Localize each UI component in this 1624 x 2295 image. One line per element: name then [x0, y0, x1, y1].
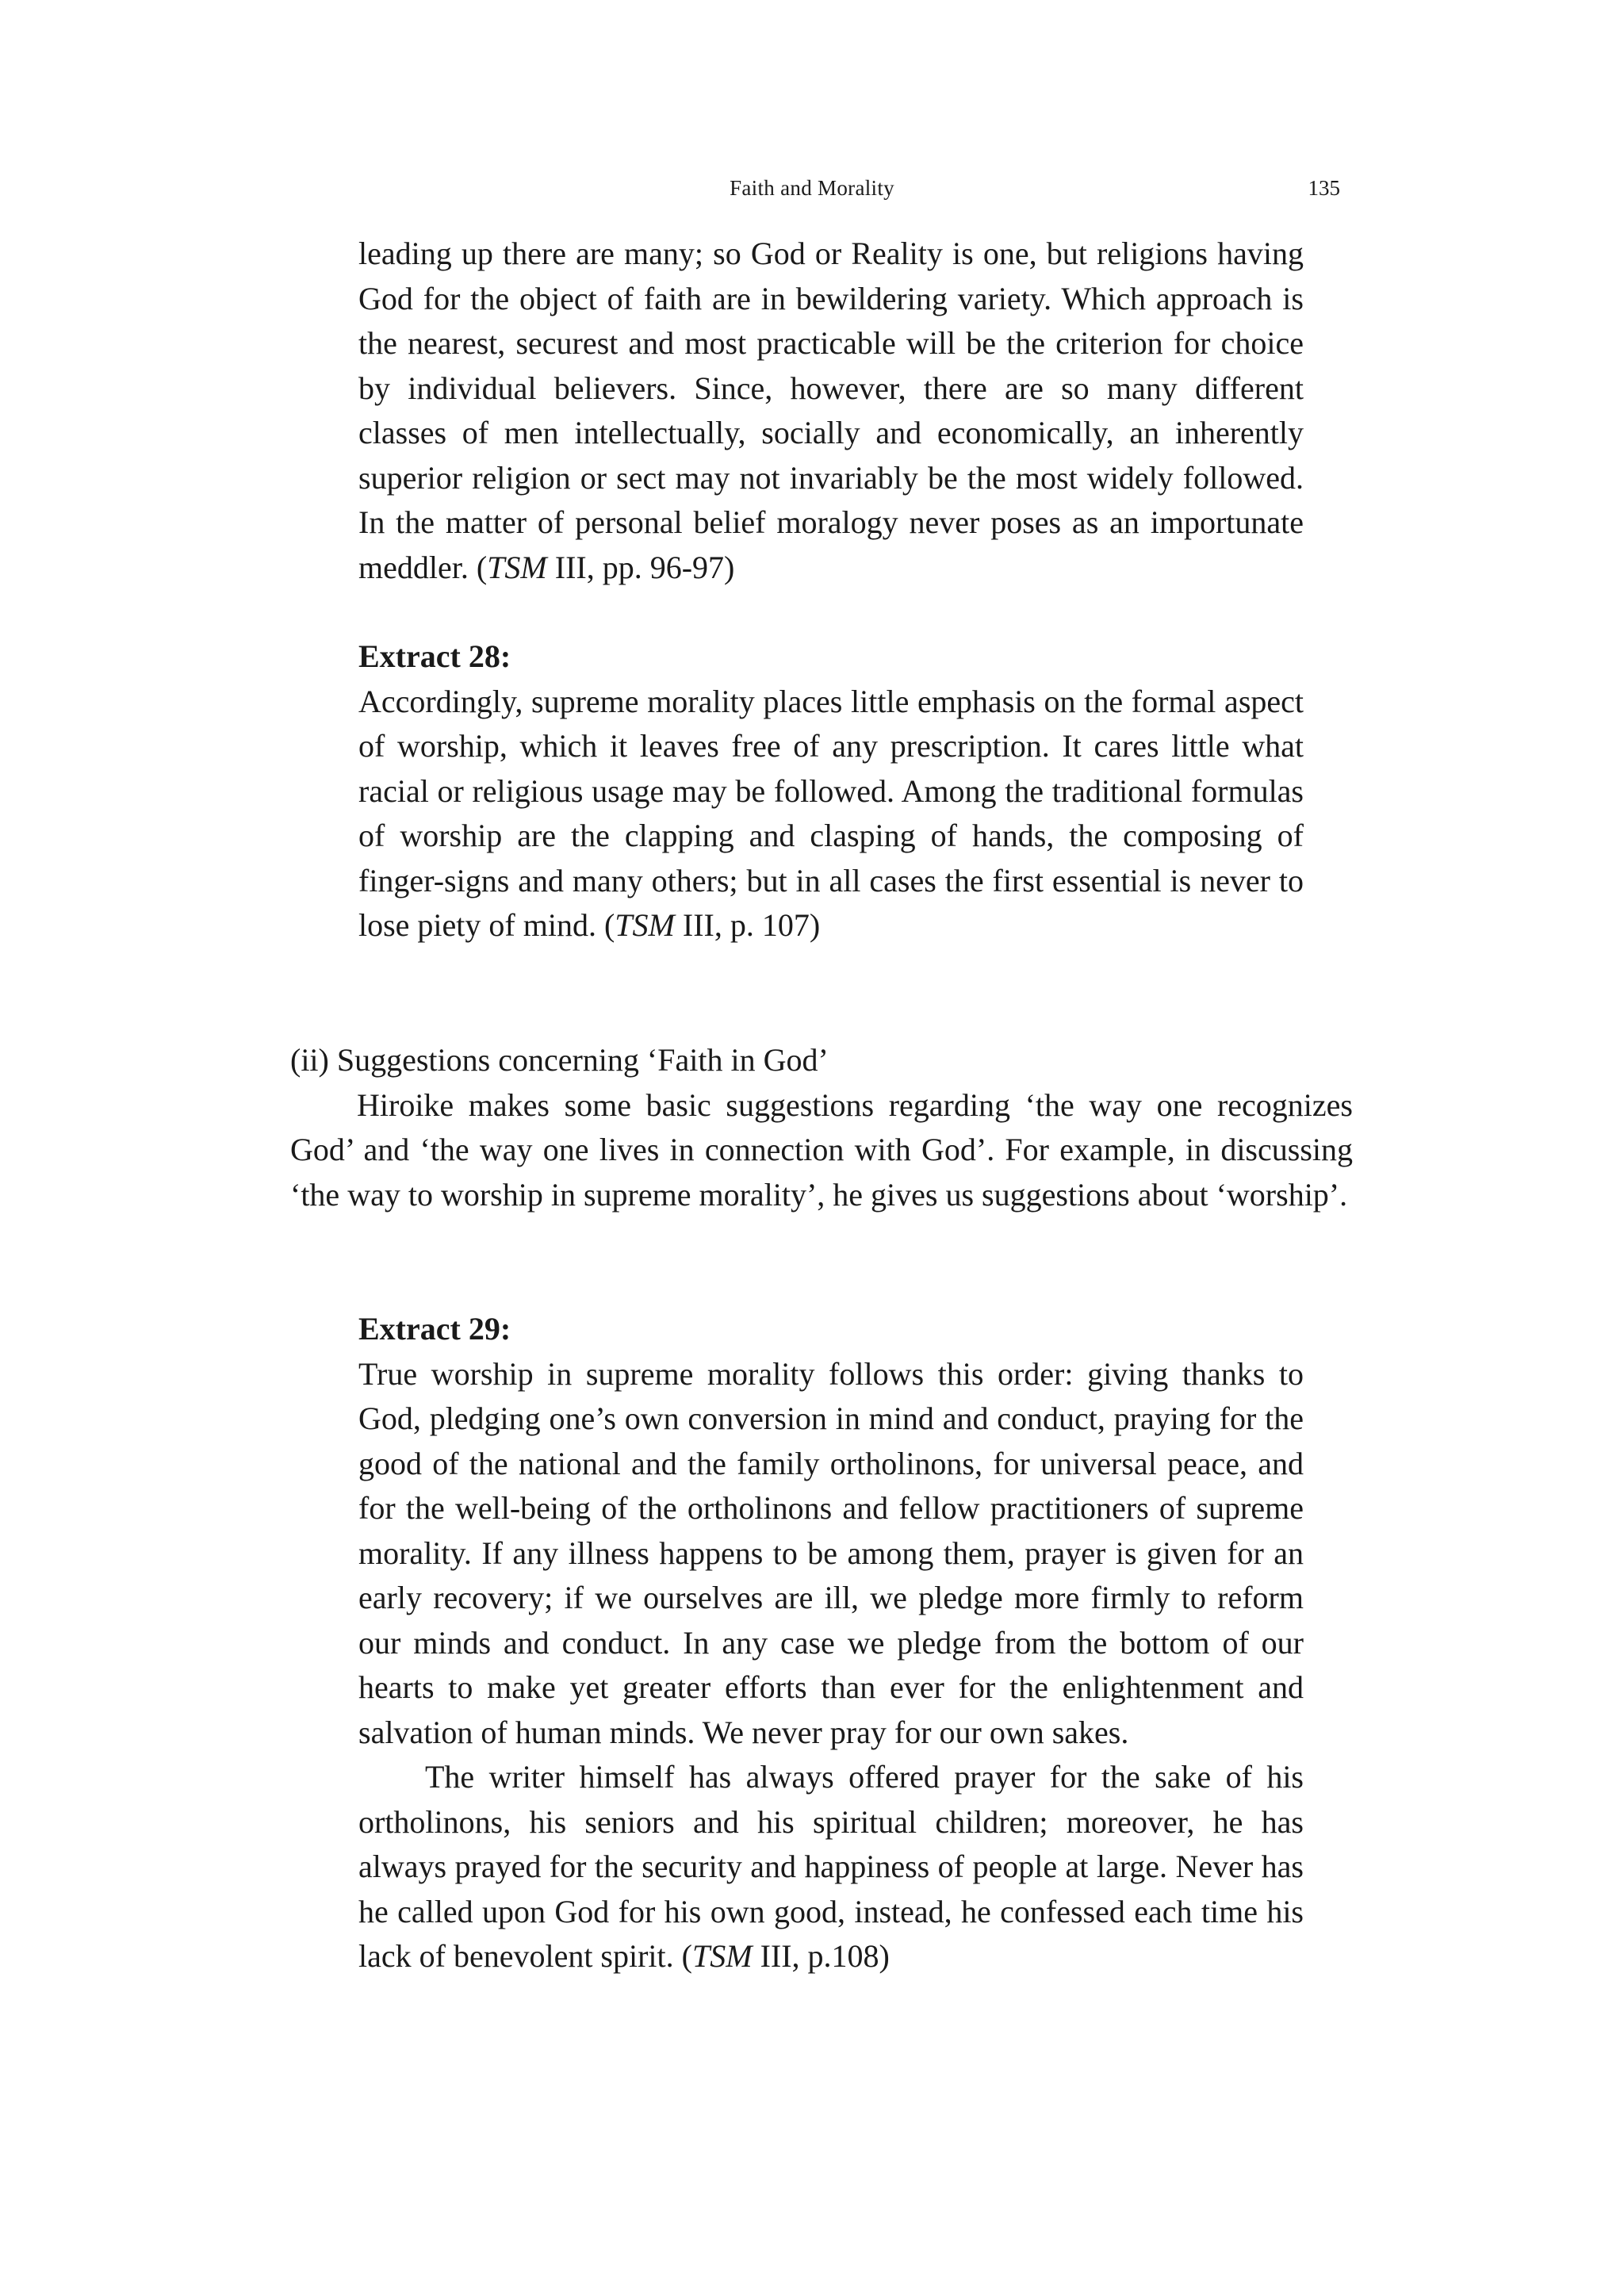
citation-source: TSM: [691, 1938, 753, 1974]
citation: (TSM III, p. 107): [603, 907, 821, 943]
citation-pages: III, pp. 96-97): [546, 549, 735, 585]
citation: (TSM III, p.108): [681, 1938, 890, 1974]
page-number: 135: [1308, 176, 1340, 200]
citation-source: TSM: [615, 907, 675, 943]
extract-paragraph-1: True worship in supreme morality follows this order: giving thanks to God, pledging one’s own conversion in mind and conduct, praying for the good of the national and the family ortholinons, for universal peace, and for the well-being of the ortholinons and fellow practitioners of supreme morality. If any illness happens to be among them, prayer is given for an early recovery; if we ourselves are ill, we pledge more firmly to reform our minds and conduct. In any case we pledge from the bottom of our hearts to make yet greater efforts than ever for the enlightenment and salvation of human minds. We never pray for our own sakes.: [358, 1355, 1304, 1750]
extract-heading: Extract 28:: [358, 638, 511, 674]
section-body: Hiroike makes some basic suggestions regarding ‘the way one recognizes God’ and ‘the way one lives in connection with God’. For example, in discussing ‘the way to worship in supreme morality’, he gives us suggestions about ‘worship’.: [290, 1086, 1353, 1213]
continued-extract: [358, 232, 1304, 590]
continued-extract-text: [358, 232, 1304, 590]
extract-28: [358, 634, 1304, 948]
extract-paragraph-2: [358, 1755, 1304, 1979]
section-heading: (ii) Suggestions concerning ‘Faith in God’: [290, 1042, 829, 1078]
extract-text: [358, 680, 1304, 948]
citation: (TSM III, pp. 96-97): [476, 549, 735, 585]
extract-29: [358, 1307, 1304, 1979]
section-ii: [290, 1038, 1353, 1217]
extract-heading: Extract 29:: [358, 1311, 511, 1347]
citation-pages: III, p.108): [752, 1938, 890, 1974]
citation-source: TSM: [487, 549, 547, 585]
extract-body: The writer himself has always offered prayer for the sake of his ortholinons, his seniors and his spiritual children; moreover, he has always prayed for the security and happiness of people at large. Never has he called upon God for his own good, instead, he confessed each time his lack of benevolent spirit.: [358, 1759, 1304, 1974]
continued-extract-body: leading up there are many; so God or Reality is one, but religions having God for the object of faith are in bewildering variety. Which approach is the nearest, securest and most practicable will be the criterion for choice by individual believers. Since, however, there are so many different classes of men intellectually, socially and economically, an inherently superior religion or sect may not invariably be the most widely followed. In the matter of personal belief moralogy never poses as an importunate meddler.: [358, 236, 1304, 585]
running-title: Faith and Morality: [730, 176, 894, 200]
extract-body: Accordingly, supreme morality places little emphasis on the formal aspect of worship, which it leaves free of any prescription. It cares little what racial or religious usage may be followed. Among the traditional formulas of worship are the clapping and clasping of hands, the composing of finger-signs and many others; but in all cases the first essential is never to lose piety of mind.: [358, 683, 1304, 943]
citation-pages: III, p. 107): [674, 907, 821, 943]
